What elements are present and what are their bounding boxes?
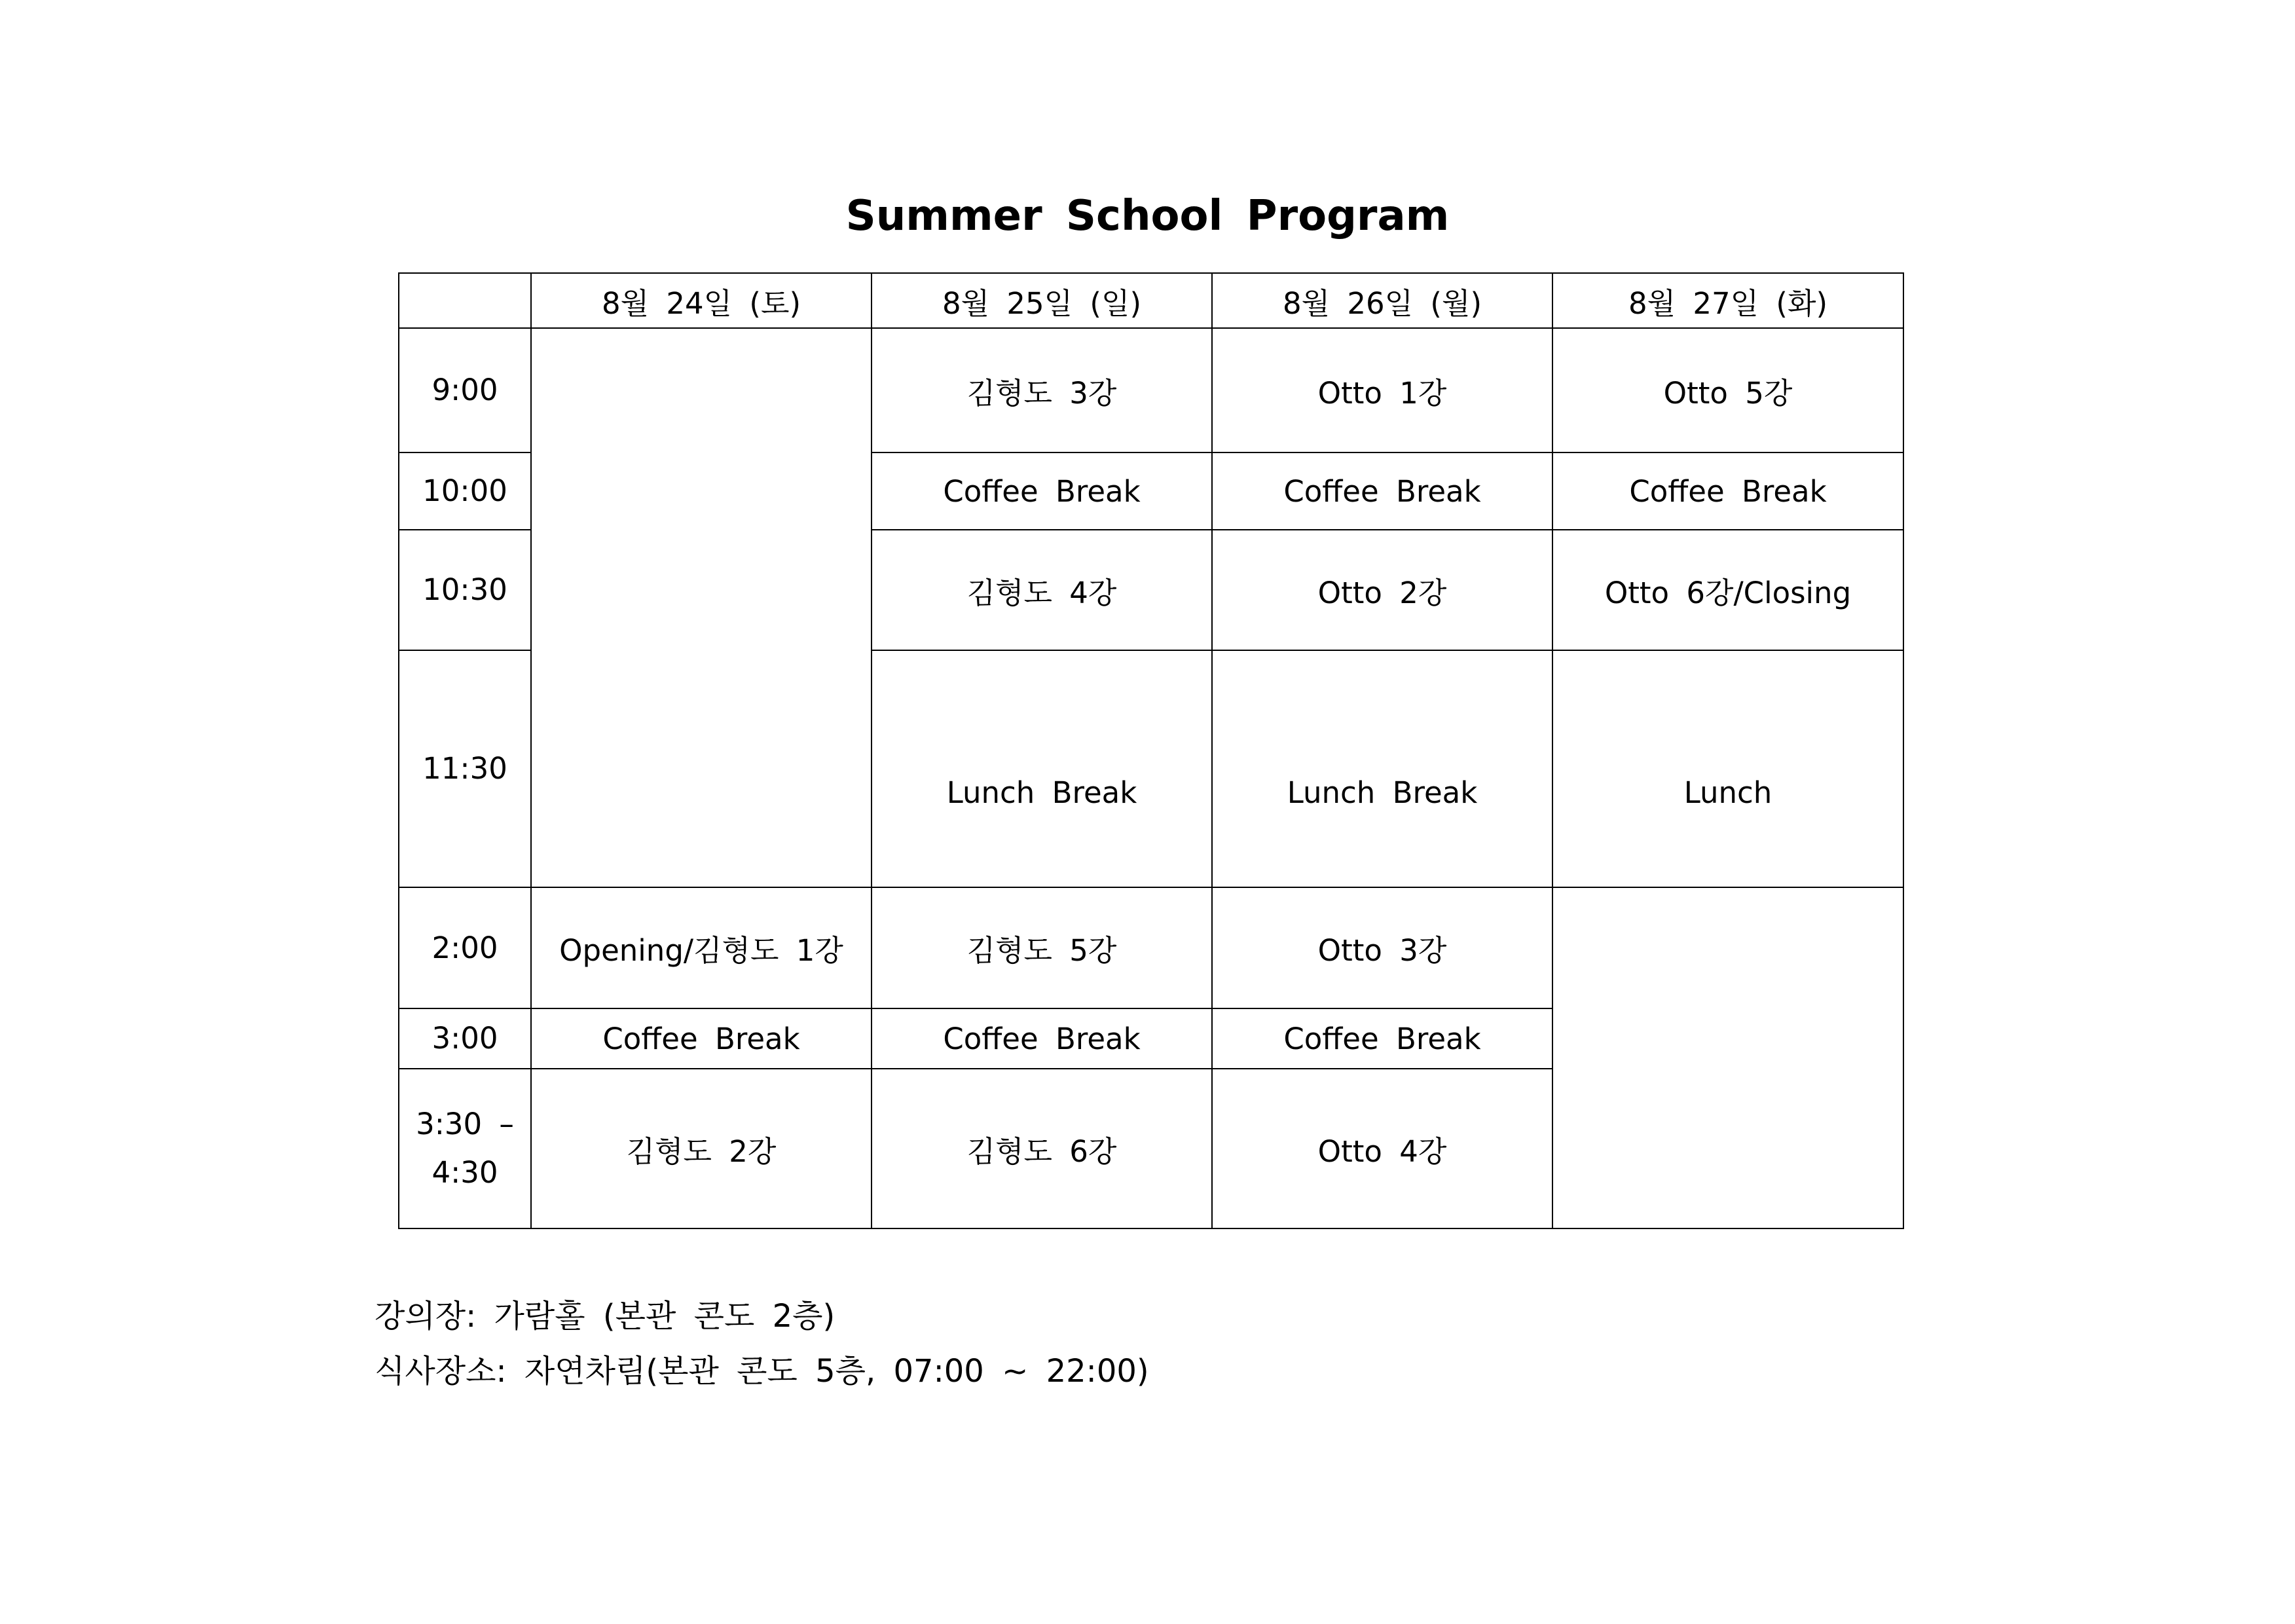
day1-0330-session: 김형도 2강 <box>531 1069 872 1228</box>
day3-0200-session: Otto 3강 <box>1212 887 1552 1008</box>
day1-0300-session: Coffee Break <box>531 1008 872 1069</box>
day1-0200-session: Opening/김형도 1강 <box>531 887 872 1008</box>
header-corner-cell <box>399 273 531 328</box>
day-header-0827: 8월 27일 (화) <box>1552 273 1903 328</box>
page-title: Summer School Program <box>845 192 1450 240</box>
day-header-0825: 8월 25일 (일) <box>872 273 1212 328</box>
day3-0300-session: Coffee Break <box>1212 1008 1552 1069</box>
day2-1000-session: Coffee Break <box>872 452 1212 530</box>
time-cell-0300: 3:00 <box>399 1008 531 1069</box>
table-row <box>399 328 1903 452</box>
time-cell-1030: 10:30 <box>399 530 531 650</box>
day3-0330-session: Otto 4강 <box>1212 1069 1552 1228</box>
day-header-0824: 8월 24일 (토) <box>531 273 872 328</box>
time-cell-0900: 9:00 <box>399 328 531 452</box>
day3-1130-session: Lunch Break <box>1212 650 1552 887</box>
time-cell-1000: 10:00 <box>399 452 531 530</box>
dining-note: 식사장소: 자연차림(본관 콘도 5층, 07:00 ~ 22:00) <box>375 1353 1149 1390</box>
day3-1030-session: Otto 2강 <box>1212 530 1552 650</box>
day2-1030-session: 김형도 4강 <box>872 530 1212 650</box>
day2-1130-session: Lunch Break <box>872 650 1212 887</box>
day4-1000-session: Coffee Break <box>1552 452 1903 530</box>
day2-0330-session: 김형도 6강 <box>872 1069 1212 1228</box>
day4-afternoon-empty-cell <box>1552 887 1903 1228</box>
footnotes <box>375 1289 1149 1399</box>
day-header-0826: 8월 26일 (월) <box>1212 273 1552 328</box>
table-row <box>399 887 1903 1008</box>
time-cell-0330: 3:30 – 4:30 <box>399 1069 531 1228</box>
day2-0900-session: 김형도 3강 <box>872 328 1212 452</box>
day3-0900-session: Otto 1강 <box>1212 328 1552 452</box>
venue-note: 강의장: 가람홀 (본관 콘도 2층) <box>375 1298 835 1335</box>
day4-1130-session: Lunch <box>1552 650 1903 887</box>
day4-1030-session: Otto 6강/Closing <box>1552 530 1903 650</box>
day1-morning-empty-cell <box>531 328 872 887</box>
day2-0300-session: Coffee Break <box>872 1008 1212 1069</box>
time-cell-0200: 2:00 <box>399 887 531 1008</box>
day3-1000-session: Coffee Break <box>1212 452 1552 530</box>
header-row <box>399 273 1903 328</box>
day2-0200-session: 김형도 5강 <box>872 887 1212 1008</box>
schedule-table <box>398 272 1904 1229</box>
day4-0900-session: Otto 5강 <box>1552 328 1903 452</box>
time-cell-1130: 11:30 <box>399 650 531 887</box>
